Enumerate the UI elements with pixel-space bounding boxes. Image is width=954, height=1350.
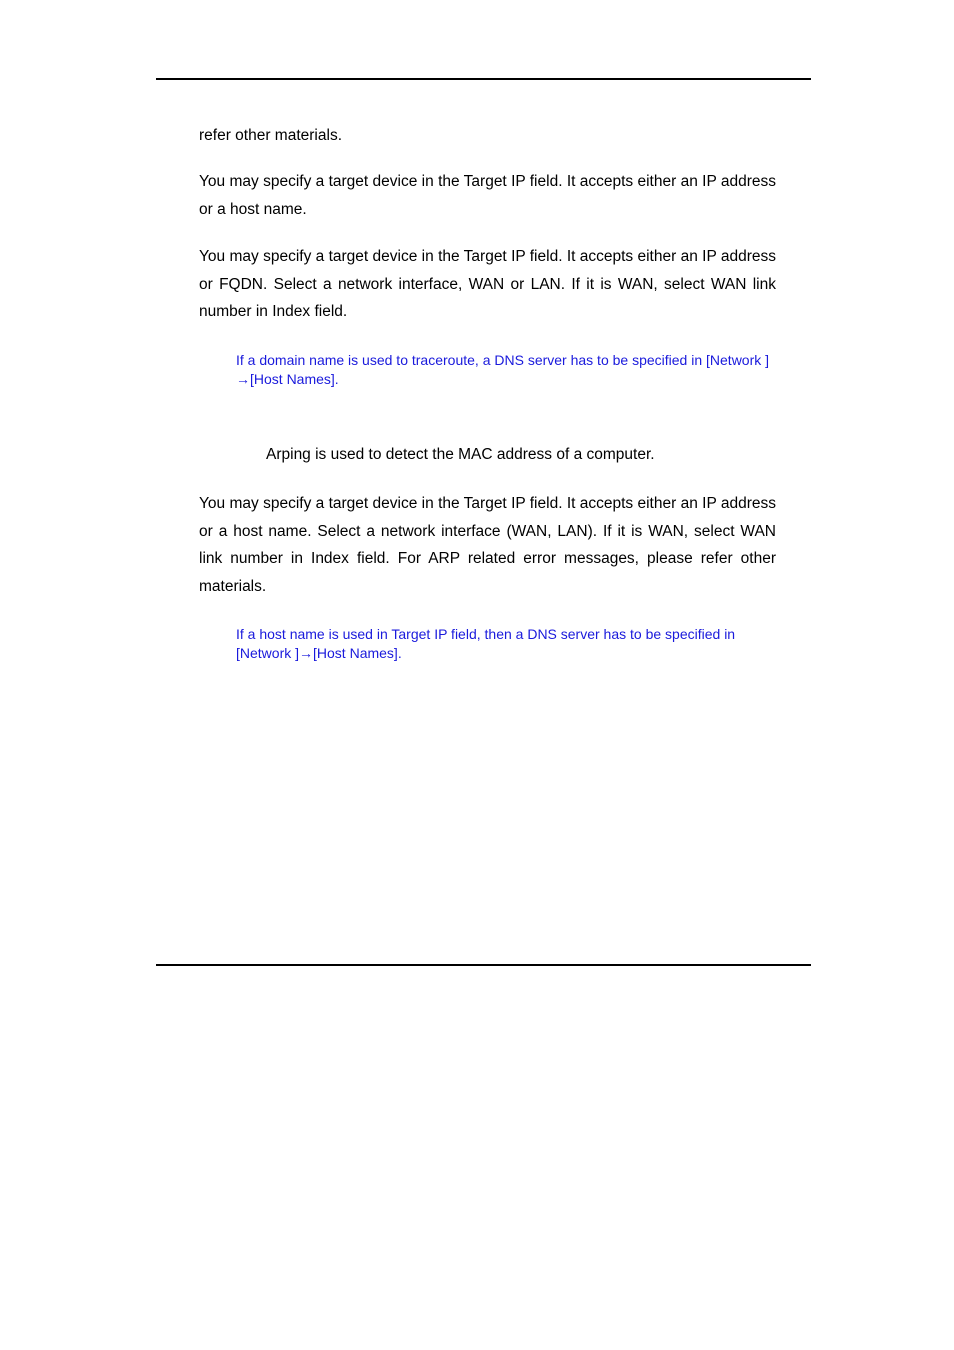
note-line: If a domain name is used to traceroute, a DNS server has to be specified in [Network ] xyxy=(236,352,770,368)
paragraph-refer-materials: refer other materials. xyxy=(199,127,342,144)
note-arping-dns xyxy=(236,625,796,663)
arping-intro: Arping is used to detect the MAC address of a computer. xyxy=(266,446,655,463)
paragraph-target-ip-ping: You may specify a target device in the Target IP field. It accepts either an IP address or a host name. xyxy=(199,173,776,218)
note-line: If a host name is used in Target IP field, then a DNS server has to be specified in xyxy=(236,626,736,642)
paragraph-target-ip-arping: You may specify a target device in the Target IP field. It accepts either an IP address or a host name. Select a network interface (WAN, LAN). If it is WAN, select WAN link number in Index field. For ARP related error messages, please refer other materials. xyxy=(199,495,776,595)
header-rule xyxy=(156,78,811,80)
note-line: →[Host Names]. xyxy=(236,371,339,387)
paragraph-target-ip-traceroute: You may specify a target device in the Target IP field. It accepts either an IP address or FQDN. Select a network interface, WAN or LAN. If it is WAN, select WAN link number in Index field. xyxy=(199,248,776,320)
footer-rule xyxy=(156,964,811,966)
note-traceroute-dns xyxy=(236,351,796,389)
note-line: [Network ]→[Host Names]. xyxy=(236,645,402,661)
